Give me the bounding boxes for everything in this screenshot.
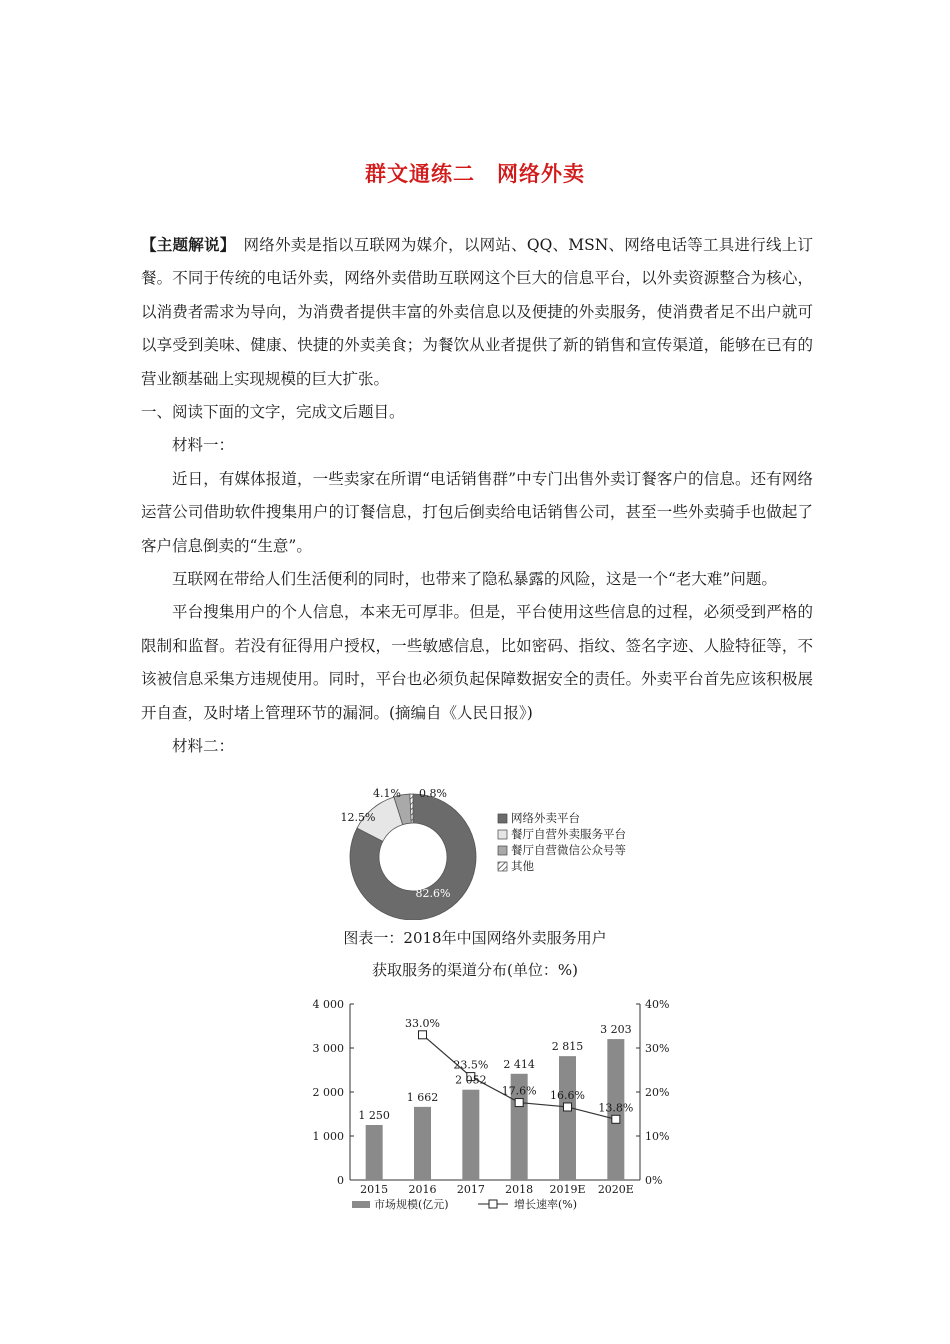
page-title: 群文通练二 网络外卖	[365, 162, 585, 186]
bar	[366, 1125, 383, 1180]
legend-label: 市场规模(亿元)	[374, 1198, 449, 1211]
chart1-caption-line2: 获取服务的渠道分布(单位：%)	[372, 961, 578, 979]
y2-tick-label: 30%	[645, 1042, 670, 1055]
legend-label: 网络外卖平台	[511, 811, 580, 825]
material1-paragraph-1: 近日，有媒体报道，一些卖家在所谓“电话销售群”中专门出售外卖订餐客户的信息。还有网络运营公司借助软件搜集用户的订餐信息，打包后倒卖给电话销售公司，甚至一些外卖骑手也做起了客户信息倒卖的“生意”。	[141, 469, 813, 555]
growth-marker	[564, 1103, 572, 1111]
y2-tick-label: 20%	[645, 1086, 670, 1099]
y-tick-label: 2 000	[312, 1086, 344, 1099]
donut-slice-label: 4.1%	[373, 787, 401, 800]
growth-value-label: 17.6%	[501, 1084, 537, 1098]
legend-marker	[489, 1200, 497, 1208]
intro-text: 网络外卖是指以互联网为媒介，以网站、QQ、MSN、网络电话等工具进行线上订餐。不同于传统的电话外卖，网络外卖借助互联网这个巨大的信息平台，以外卖资源整合为核心，以消费者需求为导向，为消费者提供丰富的外卖信息以及便捷的外卖服务，使消费者足不出户就可以享受到美味、健康、快捷的外卖美食；为餐饮从业者提供了新的销售和宣传渠道，能够在已有的营业额基础上实现规模的巨大扩张。	[141, 236, 813, 388]
x-tick-label: 2017	[456, 1183, 485, 1196]
y-tick-label: 0	[337, 1174, 344, 1187]
y2-tick-label: 0%	[645, 1174, 663, 1187]
y2-tick-label: 40%	[645, 998, 670, 1011]
bar	[559, 1056, 576, 1180]
intro-paragraph	[141, 228, 813, 396]
donut-slice-label: 12.5%	[340, 811, 376, 824]
section-heading: 一、阅读下面的文字，完成文后题目。	[141, 403, 405, 422]
growth-value-label: 33.0%	[405, 1016, 440, 1030]
growth-marker	[419, 1031, 427, 1039]
bar	[414, 1107, 431, 1180]
x-tick-label: 2018	[505, 1183, 534, 1196]
donut-slice-label: 82.6%	[415, 887, 451, 900]
intro-tag: 【主题解说】	[141, 235, 236, 254]
legend-swatch	[498, 846, 507, 855]
y2-tick-label: 10%	[645, 1130, 670, 1143]
bar-value-label: 1 250	[358, 1109, 390, 1122]
y-tick-label: 3 000	[312, 1042, 344, 1055]
material1-label: 材料一：	[172, 436, 235, 455]
growth-value-label: 16.6%	[550, 1088, 585, 1102]
growth-marker	[515, 1099, 523, 1107]
legend-label: 餐厅自营微信公众号等	[511, 843, 626, 857]
donut-chart	[330, 760, 670, 920]
growth-value-label: 13.8%	[598, 1101, 634, 1115]
legend-label: 餐厅自营外卖服务平台	[511, 827, 626, 841]
legend-label: 其他	[511, 859, 534, 873]
legend-label: 增长速率(%)	[514, 1198, 578, 1211]
x-tick-label: 2019E	[549, 1183, 586, 1196]
growth-value-label: 23.5%	[453, 1058, 489, 1072]
bar	[462, 1090, 479, 1180]
y-tick-label: 1 000	[312, 1130, 344, 1143]
material2-label: 材料二：	[172, 737, 235, 756]
x-tick-label: 2015	[360, 1183, 389, 1196]
legend-swatch	[498, 862, 507, 871]
bar-value-label: 3 203	[600, 1023, 632, 1037]
bar-value-label: 2 815	[551, 1040, 584, 1054]
legend-swatch	[498, 814, 507, 823]
bar-value-label: 2 414	[503, 1057, 535, 1071]
y-tick-label: 4 000	[312, 998, 344, 1011]
chart1-caption-line1: 图表一：2018年中国网络外卖服务用户	[343, 929, 607, 947]
growth-marker	[612, 1115, 620, 1123]
bar-value-label: 2 052	[455, 1073, 487, 1087]
document-body	[141, 228, 813, 764]
x-tick-label: 2020E	[597, 1183, 634, 1196]
donut-slice-label: 0.8%	[419, 787, 447, 800]
market-combo-chart	[300, 992, 680, 1214]
bar-value-label: 1 662	[406, 1090, 439, 1104]
legend-swatch	[498, 830, 507, 839]
material1-paragraph-3: 平台搜集用户的个人信息，本来无可厚非。但是，平台使用这些信息的过程，必须受到严格的限制和监督。若没有征得用户授权，一些敏感信息，比如密码、指纹、签名字迹、人脸特征等，不该被信息采集方违规使用。同时，平台也必须负起保障数据安全的责任。外卖平台首先应该积极展开自查，及时堵上管理环节的漏洞。(摘编自《人民日报》)	[141, 603, 813, 722]
legend-swatch	[352, 1201, 370, 1208]
material1-paragraph-2: 互联网在带给人们生活便利的同时，也带来了隐私暴露的风险，这是一个“老大难”问题。	[172, 570, 777, 589]
x-tick-label: 2016	[408, 1183, 437, 1196]
